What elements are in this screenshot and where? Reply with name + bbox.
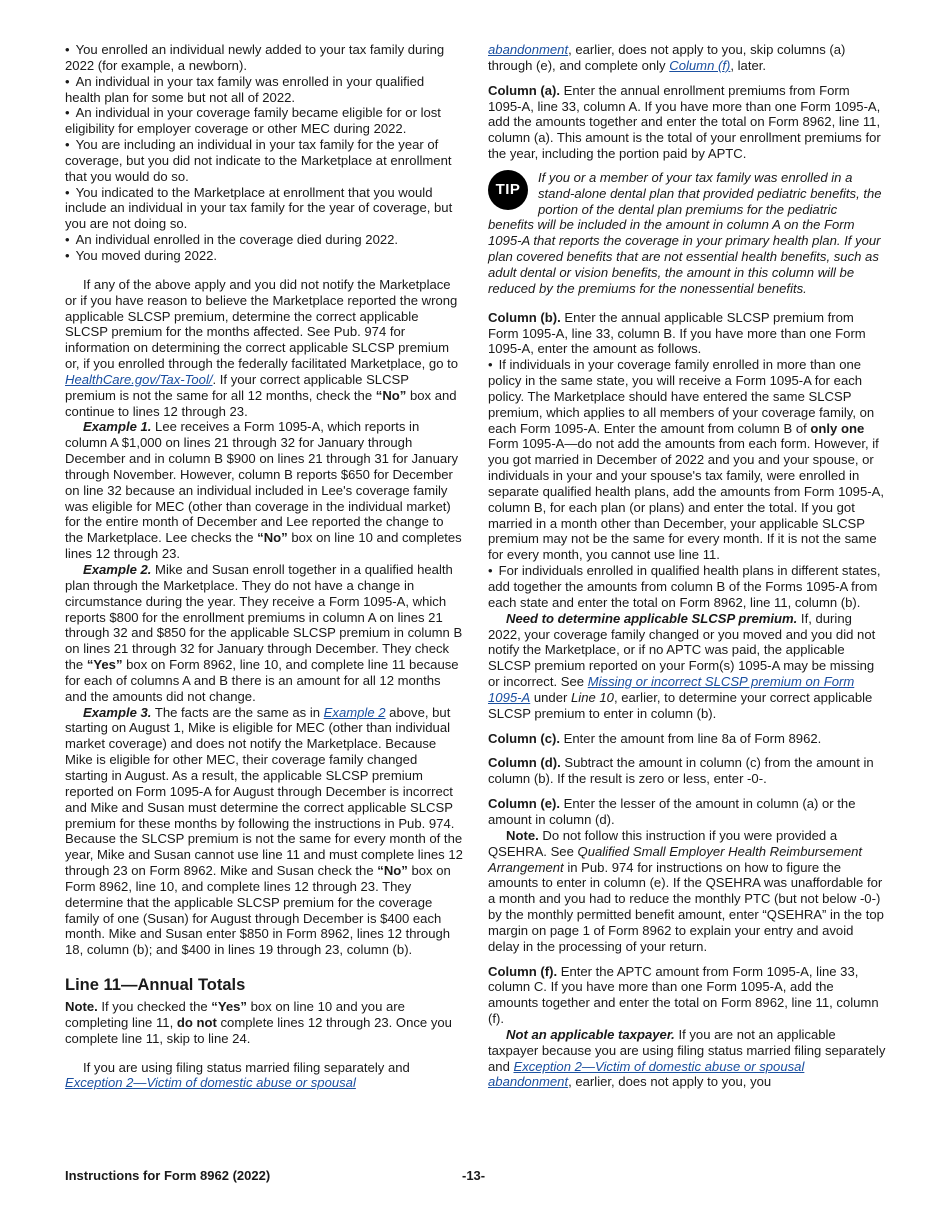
list-item: • You are including an individual in your tax family for the year of coverage, but you did not indicate to the Marketplace at enrollment that you would do so.	[65, 137, 463, 185]
page-number: -13-	[462, 1168, 486, 1183]
column-c-paragraph: Column (c). Enter the amount from line 8a of Form 8962.	[488, 730, 822, 746]
exception-2-abandonment-link[interactable]: Exception 2—Victim of domestic abuse or spousal abandonment	[488, 1058, 805, 1090]
column-e-paragraph: Column (e). Enter the lesser of the amount in column (a) or the amount in column (d).	[488, 796, 856, 827]
footer-title: Instructions for Form 8962 (2022)	[65, 1168, 271, 1183]
list-item: • If individuals in your coverage family enrolled in more than one policy in the same state, you will receive a Form 1095-A for each policy. The Marketplace should have entered the same SLCSP premium, which applies to all members of your coverage family, on each Form 1095-A. Enter the amount from column B of only one Form 1095-A—do not add the amounts from each form. However, if you got married in December of 2022 and you and your spouse, or individuals in your and your spouse's tax family, were enrolled in separate qualified health plans, add the amounts from Form 1095-A, column B, for each plan (or plans) and enter the total. If you got married in a month other than December, your applicable SLCSP premium may not be the same for every month. If it is not the same for every month, you cannot use line 11.	[488, 357, 886, 563]
not-applicable-taxpayer-paragraph: Not an applicable taxpayer. If you are not an applicable taxpayer because you are using filing status married filing separately and Exception 2—Victim of domestic abuse or spousal abandonment, earlier, does not apply to you, you	[488, 1026, 886, 1090]
column-d-paragraph: Column (d). Subtract the amount in column (c) from the amount in column (b). If the result is zero or less, enter -0-.	[488, 755, 874, 787]
qsehra-note-paragraph: Note. Do not follow this instruction if you were provided a QSEHRA. See Qualified Small Employer Health Reimbursement Arrangement in Pub. 974 for instructions on how to figure the amounts to enter in column (e). If the QSEHRA was unaffordable for a month and you had to reduce the monthly PTC (but not below -0-) by the monthly permitted benefit amount, enter “QSEHRA” in the top margin on page 1 of Form 8962 to explain your entry and avoid delay in the processing of your return.	[488, 827, 884, 954]
missing-slcsp-link[interactable]: Missing or incorrect SLCSP premium on Form 1095-A	[488, 674, 855, 705]
tip-text: If you or a member of your tax family was enrolled in a stand-alone dental plan that provided pediatric benefits, the portion of the dental plan premiums for the pediatric benefits will be included in the amount in column A on the Form 1095-A that reports the coverage in your primary health plan. If your plan covered benefits that are not essential health benefits, such as adult dental or vision benefits, the amount in this column will be reduced by the premiums for the nonessential benefits.	[488, 169, 882, 296]
abandonment-link[interactable]: abandonment	[488, 42, 569, 57]
column-a-paragraph: Column (a). Enter the annual enrollment premiums from Form 1095-A, line 33, column A. If you have more than one Form 1095-A, add the amounts together and enter the total on Form 8962, line 11, column (a). This amount is the total of your enrollment premiums for the year, including the portion paid by APTC.	[488, 82, 881, 162]
column-f-link[interactable]: Column (f)	[669, 57, 731, 73]
list-item: • You moved during 2022.	[65, 248, 463, 264]
example-2: Example 2. Mike and Susan enroll together in a qualified health plan through the Marketplace. They do not have a change in circumstance during the year. They receive a Form 1095-A, which reports $800 for the enrollment premiums in column A on lines 21 through 32 and $850 for the applicable SLCSP premium in column B on lines 21 through 32 for January through December. They check the “Yes” box on Form 8962, line 10, and complete line 11 because for each of columns A and B there is an amount for all 12 months and the amounts did not change.	[65, 562, 463, 704]
column-b-paragraph: Column (b). Enter the annual applicable SLCSP premium from Form 1095-A, line 33, column B. If you have more than one Form 1095-A, enter the amount as follows.	[488, 309, 866, 357]
healthcare-tax-tool-link[interactable]: HealthCare.gov/Tax-Tool/	[65, 371, 213, 387]
list-item: • An individual in your tax family was enrolled in your qualified health plan for some but not all of 2022.	[65, 74, 463, 106]
paragraph-slcsp-correction: If any of the above apply and you did not notify the Marketplace or if you have reason to believe the Marketplace reported the wrong applicable SLCSP premium, determine the correct applicable SLCSP premium for the months affected. See Pub. 974 for information on determining the correct applicable SLCSP premium or, if you enrolled through the federally facilitated Marketplace, go to HealthCare.gov/Tax-Tool/. If your correct applicable SLCSP premium is not the same for all 12 months, check the “No” box and continue to lines 12 through 23.	[65, 276, 459, 419]
tip-icon: TIP	[488, 170, 528, 210]
list-item: • For individuals enrolled in qualified health plans in different states, add together the amounts from column B of the Forms 1095-A from each state and enter the total on Form 8962, line 11, column (b).	[488, 563, 886, 611]
list-item: • You enrolled an individual newly added to your tax family during 2022 (for example, a newborn).	[65, 42, 463, 74]
left-column	[65, 42, 463, 1091]
column-f-paragraph: Column (f). Enter the APTC amount from Form 1095-A, line 33, column C. If you have more than one Form 1095-A, add the amounts together and enter the total on Form 8962, line 11, column (f).	[488, 963, 879, 1027]
example-3: Example 3. The facts are the same as in Example 2 above, but starting on August 1, Mike is eligible for MEC (other than individual market coverage) and does not notify the Marketplace. Because Mike is eligible for other MEC, their coverage family changed starting in August. As a result, the applicable SLCSP premium reported on Form 1095-A for August through December is incorrect and Mike and Susan must determine the correct applicable SLCSP premium for these months by following the instructions in Pub. 974. Because the SLCSP premium is not the same for every month of the year, Mike and Susan cannot use line 11 and must complete lines 12 through 23 on Form 8962. Mike and Susan check the “No” box on Form 8962, line 10, and complete lines 12 through 23. They determine that the applicable SLCSP premium for the coverage family of one (Susan) for August through December is $400 each month. Mike and Susan enter $850 in Form 8962, lines 12 through 18, column (b); and $400 in lines 19 through 23, column (b).	[65, 704, 463, 958]
section-heading: Line 11—Annual Totals	[65, 976, 246, 995]
list-item: • An individual in your coverage family became eligible for or lost eligibility for employer coverage or other MEC during 2022.	[65, 105, 463, 137]
note-paragraph: Note. If you checked the “Yes” box on line 10 and you are completing line 11, do not complete lines 12 through 23. Once you complete line 11, skip to line 24.	[65, 999, 452, 1046]
example-1: Example 1. Lee receives a Form 1095-A, which reports in column A $1,000 on lines 21 through 32 for January through December and in column B $900 on lines 21 through 31 for January through November. However, column B reports $650 for December on line 32 because an individual included in Lee's coverage family was eligible for MEC (other than coverage in the individual market) for the entire month of December and Lee reported the change to the Marketplace. Lee checks the “No” box on line 10 and completes lines 12 through 23.	[65, 419, 462, 562]
married-filing-separately-paragraph: If you are using filing status married filing separately and Exception 2—Victim of domestic abuse or spousal	[65, 1059, 410, 1091]
right-column	[488, 42, 886, 1090]
exception-2-link[interactable]: Exception 2—Victim of domestic abuse or spousal	[65, 1075, 356, 1091]
list-item: • An individual enrolled in the coverage died during 2022.	[65, 232, 463, 248]
list-item: • You indicated to the Marketplace at enrollment that you would include an individual in your tax family for the year of coverage, but you are not doing so.	[65, 185, 463, 233]
continued-paragraph: abandonment, earlier, does not apply to you, skip columns (a) through (e), and complete only Column (f), later.	[488, 42, 846, 73]
need-slcsp-paragraph: Need to determine applicable SLCSP premium. If, during 2022, your coverage family changed or you moved and you did not notify the Marketplace, or if no APTC was paid, the applicable SLCSP premium reported on your Form(s) 1095-A may be missing or incorrect. See Missing or incorrect SLCSP premium on Form 1095-A under Line 10, earlier, to determine your correct applicable SLCSP premium to enter in column (b).	[488, 610, 876, 721]
example-2-link[interactable]: Example 2	[323, 704, 386, 720]
tip-box	[488, 170, 886, 297]
